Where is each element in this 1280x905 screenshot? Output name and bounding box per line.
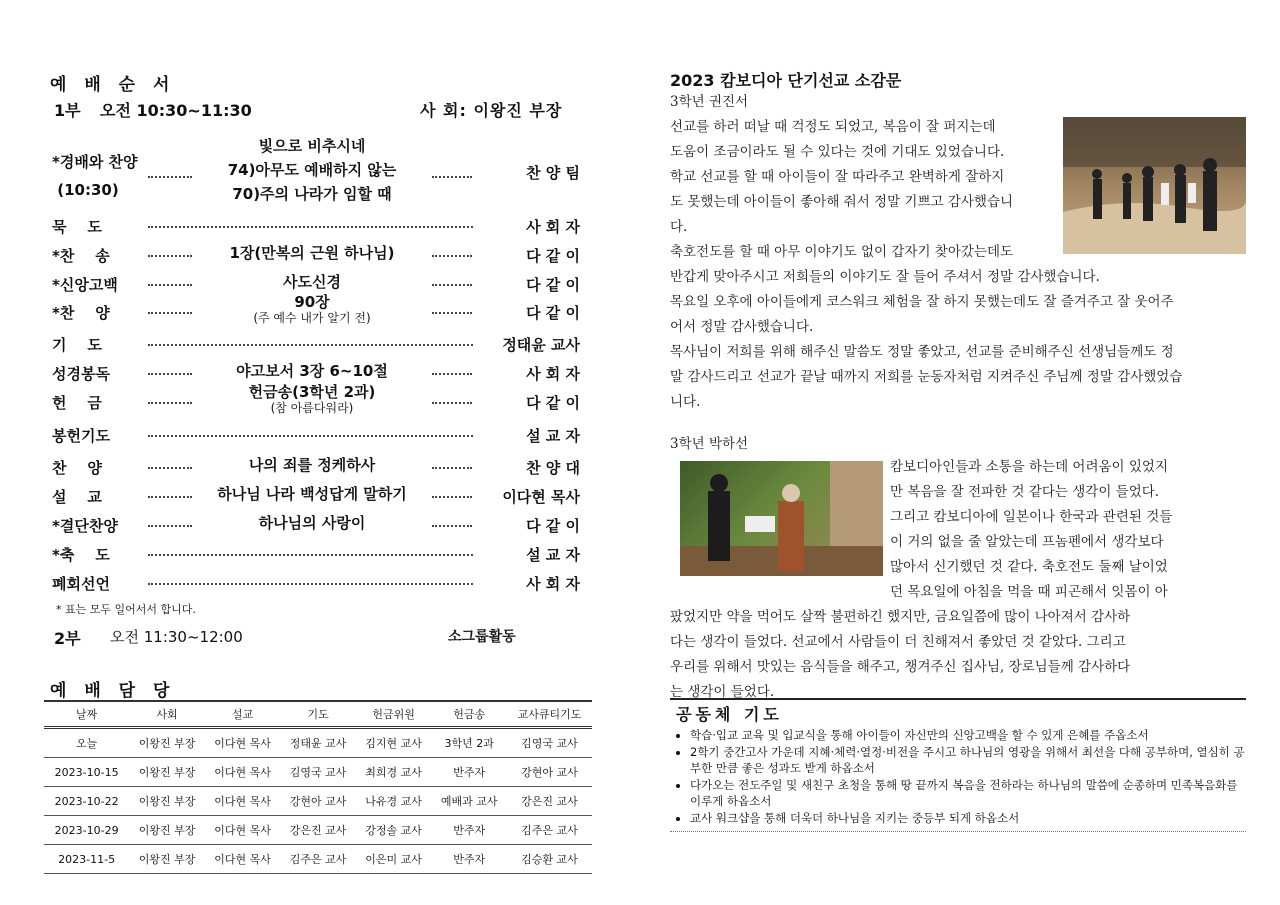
leader-dots <box>148 544 473 556</box>
duty-cell: 김주은 교사 <box>280 845 356 874</box>
duty-cell: 이왕진 부장 <box>129 816 205 845</box>
prayer-title: 공동체 기도 <box>676 705 783 724</box>
order-item-leader: 다 같 이 <box>526 247 580 265</box>
duty-header: 설교 <box>205 701 281 728</box>
duty-cell: 오늘 <box>44 728 129 758</box>
duty-title: 예 배 담 당 <box>50 681 176 701</box>
duty-cell: 2023-11-5 <box>44 845 129 874</box>
table-row <box>44 816 592 845</box>
essay-line: 다. <box>670 219 688 235</box>
order-item-text: 1장(만복의 근원 하나님) <box>229 244 395 262</box>
order-item-text: 90장 <box>294 293 330 311</box>
duty-header: 헌금송 <box>431 701 507 728</box>
duty-cell: 최희경 교사 <box>356 758 432 787</box>
essay-title: 2023 캄보디아 단기선교 소감문 <box>670 71 902 90</box>
order-item-leader: 다 같 이 <box>526 276 580 294</box>
part1-time: 오전 10:30~11:30 <box>100 101 252 120</box>
duty-cell: 이다현 목사 <box>205 758 281 787</box>
order-item-label: *찬 송 <box>52 247 110 265</box>
order-item-content <box>202 294 422 326</box>
duty-cell: 이다현 목사 <box>205 787 281 816</box>
order-item-leader: 찬 양 팀 <box>526 164 580 182</box>
leader-dots <box>148 166 192 178</box>
order-note: * 표는 모두 일어서서 합니다. <box>56 603 196 616</box>
essay-line: 는 생각이 들었다. <box>670 684 775 700</box>
order-item-label: 봉헌기도 <box>52 427 110 445</box>
list-item: • 교사 워크샵을 통해 더욱더 하나님을 지키는 중등부 되게 하옵소서 <box>690 810 1246 826</box>
community-prayer <box>670 698 1246 832</box>
order-item-label: 폐회선언 <box>52 575 110 593</box>
leader-dots <box>432 274 472 286</box>
essay-line: 도 못했는데 아이들이 좋아해 줘서 정말 기쁘고 감사했습니 <box>670 194 1014 210</box>
leader-dots <box>148 573 473 585</box>
essay-line: 다는 생각이 들었다. 선교에서 사람들이 더 친해져서 좋았던 것 같았다. 그리고 <box>670 634 1126 650</box>
order-row <box>52 330 580 358</box>
leader-dots <box>148 245 192 257</box>
leader-dots <box>148 334 473 346</box>
leader-dots <box>148 457 192 469</box>
order-item-content <box>202 274 422 290</box>
order-item-label: 성경봉독 <box>52 365 110 383</box>
order-item-text: 야고보서 3장 6~10절 <box>236 362 388 380</box>
order-item-label: *찬 양 <box>52 304 110 322</box>
student2-essay-part1 <box>890 455 1244 605</box>
student1-name: 3학년 권진서 <box>670 94 749 110</box>
leader-dots <box>432 486 472 498</box>
order-item-label: 기 도 <box>52 336 102 354</box>
duty-cell: 강현아 교사 <box>507 758 592 787</box>
duty-cell: 강현아 교사 <box>280 787 356 816</box>
essay-line: 목사님이 저희를 위해 해주신 말씀도 정말 좋았고, 선교를 준비해주신 선생님들께도 정 <box>670 344 1174 360</box>
leader-dots <box>148 515 192 527</box>
order-item-label: *결단찬양 <box>52 517 118 535</box>
table-row <box>44 845 592 874</box>
essay-line: 반갑게 맞아주시고 저희들의 이야기도 잘 들어 주셔서 정말 감사했습니다. <box>670 269 1100 285</box>
essay-line: 만 복음을 잘 전파한 것 같다는 생각이 들었다. <box>890 484 1160 500</box>
order-item-text: 헌금송(3학년 2과) <box>248 383 376 401</box>
order-item-text: 나의 죄를 정케하사 <box>248 456 376 474</box>
order-item-leader: 사 회 자 <box>526 575 580 593</box>
order-item-leader: 다 같 이 <box>526 517 580 535</box>
order-item-text: 74)아무도 예배하지 않는 <box>227 161 397 179</box>
essay-line: 이 거의 없을 줄 알았는데 프놈펜에서 생각보다 <box>890 534 1164 550</box>
order-row <box>52 421 580 449</box>
order-row <box>52 241 580 269</box>
duty-cell: 반주자 <box>431 816 507 845</box>
order-item-text: 하나님의 사랑이 <box>258 514 366 532</box>
order-item-content <box>202 363 422 379</box>
leader-dots <box>148 274 192 286</box>
duty-cell: 2023-10-15 <box>44 758 129 787</box>
duty-cell: 김영국 교사 <box>280 758 356 787</box>
duty-cell: 강은진 교사 <box>507 787 592 816</box>
leader-dots <box>148 486 192 498</box>
order-item-label: 설 교 <box>52 488 102 506</box>
duty-header: 날짜 <box>44 701 129 728</box>
order-item-text: 사도신경 <box>283 273 341 291</box>
duty-cell: 나유경 교사 <box>356 787 432 816</box>
part1-label: 1부 <box>54 101 81 120</box>
order-item-leader: 사 회 자 <box>526 218 580 236</box>
duty-header: 교사큐티기도 <box>507 701 592 728</box>
order-item-content <box>202 515 422 531</box>
order-row <box>52 383 580 418</box>
order-item-subtext: (참 아름다워라) <box>270 401 354 415</box>
order-item-subtext: (주 예수 내가 알기 전) <box>253 311 371 325</box>
leader-dots <box>432 166 472 178</box>
prayer-list <box>670 727 1246 826</box>
duty-header: 기도 <box>280 701 356 728</box>
mission-photo-1 <box>1063 117 1246 254</box>
part2-activity: 소그룹활동 <box>448 629 516 645</box>
essay-line: 축호전도를 할 때 아무 이야기도 없이 갑자기 찾아갔는데도 <box>670 244 1014 260</box>
duty-cell: 3학년 2과 <box>431 728 507 758</box>
leader-dots <box>432 245 472 257</box>
order-item-leader: 찬 양 대 <box>526 459 580 477</box>
order-item-content <box>202 457 422 473</box>
duty-cell: 김승환 교사 <box>507 845 592 874</box>
essay-line: 그리고 캄보디아에 일본이나 한국과 관련된 것들 <box>890 509 1173 525</box>
student2-essay-part2 <box>670 605 1244 705</box>
duty-cell: 이왕진 부장 <box>129 728 205 758</box>
duty-cell: 반주자 <box>431 758 507 787</box>
order-item-leader: 다 같 이 <box>526 304 580 322</box>
duty-cell: 이왕진 부장 <box>129 787 205 816</box>
essay-line: 도움이 조금이라도 될 수 있다는 것에 기대도 있었습니다. <box>670 144 1005 160</box>
leader-dots <box>432 457 472 469</box>
duty-table <box>44 700 592 874</box>
order-item-label: *축 도 <box>52 546 110 564</box>
part2-time: 오전 11:30~12:00 <box>110 628 243 646</box>
order-row <box>52 482 580 510</box>
leader-dots <box>148 425 473 437</box>
essay-line: 많아서 신기했던 것 같다. 축호전도 둘째 날이었 <box>890 559 1168 575</box>
duty-cell: 이다현 목사 <box>205 816 281 845</box>
order-item-leader: 설 교 자 <box>526 427 580 445</box>
order-item-text: 빛으로 비추시네 <box>258 137 366 155</box>
duty-header: 헌금위원 <box>356 701 432 728</box>
order-item-leader: 사 회 자 <box>526 365 580 383</box>
duty-cell: 예배과 교사 <box>431 787 507 816</box>
essay-line: 말 감사드리고 선교가 끝날 때까지 저희를 눈동자처럼 지켜주신 주님께 정말 감사했었습 <box>670 369 1183 385</box>
order-item-leader: 이다현 목사 <box>502 488 580 506</box>
essay-line: 캄보디아인들과 소통을 하는데 어려움이 있었지 <box>890 459 1168 475</box>
essay-line: 선교를 하러 떠날 때 걱정도 되었고, 복음이 잘 퍼지는데 <box>670 119 996 135</box>
essay-line: 던 목요일에 아침을 먹을 때 피곤해서 잇몸이 아 <box>890 584 1168 600</box>
essay-line: 우리를 위해서 맛있는 음식들을 해주고, 챙겨주신 집사님, 장로님들께 감사하다 <box>670 659 1131 675</box>
duty-cell: 이왕진 부장 <box>129 845 205 874</box>
list-item: • 학습·입교 교육 및 입교식을 통해 아이들이 자신만의 신앙고백을 할 수 있게 은혜를 주옵소서 <box>690 727 1246 743</box>
order-item-content <box>202 384 422 416</box>
duty-header: 사회 <box>129 701 205 728</box>
part1-host: 사 회: 이왕진 부장 <box>420 101 563 120</box>
duty-cell: 김지현 교사 <box>356 728 432 758</box>
duty-cell: 이다현 목사 <box>205 728 281 758</box>
duty-cell: 2023-10-22 <box>44 787 129 816</box>
order-item-content <box>202 245 422 261</box>
essay-line: 어서 정말 감사했습니다. <box>670 319 814 335</box>
order-item-text: 70)주의 나라가 임할 때 <box>232 185 392 203</box>
order-row <box>52 511 580 539</box>
order-item-label: *신앙고백 <box>52 276 118 294</box>
duty-cell: 김영국 교사 <box>507 728 592 758</box>
table-row <box>44 787 592 816</box>
order-item-leader: 정태윤 교사 <box>502 336 580 354</box>
order-item-content <box>202 134 422 206</box>
essay-line: 목요일 오후에 아이들에게 코스워크 체험을 잘 하지 못했는데도 잘 즐겨주고 잘 웃어주 <box>670 294 1174 310</box>
order-row <box>52 569 580 597</box>
order-item-label: 찬 양 <box>52 459 102 477</box>
order-item-label: 묵 도 <box>52 218 102 236</box>
order-row <box>52 453 580 481</box>
order-row <box>52 540 580 568</box>
mission-photo-2 <box>680 461 883 576</box>
order-item-leader: 설 교 자 <box>526 546 580 564</box>
duty-cell: 김주은 교사 <box>507 816 592 845</box>
leader-dots <box>432 363 472 375</box>
order-row <box>52 212 580 240</box>
duty-cell: 이다현 목사 <box>205 845 281 874</box>
part2-label: 2부 <box>54 629 81 648</box>
leader-dots <box>148 216 473 228</box>
essay-line: 팠었지만 약을 먹어도 살짝 불편하긴 했지만, 금요일쯤에 많이 나아져서 감사하 <box>670 609 1131 625</box>
table-row <box>44 758 592 787</box>
list-item: • 다가오는 전도주일 및 새친구 초청을 통해 땅 끝까지 복음을 전하라는 하나님의 말씀에 순종하며 민족복음화를 이루게 하옵소서 <box>690 777 1246 809</box>
order-item-content <box>202 486 422 502</box>
order-row <box>52 137 580 210</box>
duty-cell: 이은미 교사 <box>356 845 432 874</box>
duty-cell: 이왕진 부장 <box>129 758 205 787</box>
order-item-label: 헌 금 <box>52 394 102 412</box>
order-title: 예 배 순 서 <box>50 75 176 95</box>
duty-cell: 강정솔 교사 <box>356 816 432 845</box>
duty-cell: 2023-10-29 <box>44 816 129 845</box>
table-row <box>44 728 592 758</box>
leader-dots <box>432 392 472 404</box>
list-item: • 2학기 중간고사 가운데 지혜·체력·열정·비전을 주시고 하나님의 영광을 위해서 최선을 다해 공부하며, 열심히 공부한 만큼 좋은 성과도 받게 하옵소서 <box>690 744 1246 776</box>
leader-dots <box>148 363 192 375</box>
essay-line: 학교 선교를 할 때 아이들이 잘 따라주고 완벽하게 잘하지 <box>670 169 1005 185</box>
essay-line: 니다. <box>670 394 701 410</box>
leader-dots <box>148 302 192 314</box>
duty-cell: 강은진 교사 <box>280 816 356 845</box>
order-item-leader: 다 같 이 <box>526 394 580 412</box>
order-item-label: *경배와 찬양 (10:30) <box>52 153 138 199</box>
student2-name: 3학년 박하선 <box>670 436 749 452</box>
duty-cell: 반주자 <box>431 845 507 874</box>
leader-dots <box>432 515 472 527</box>
leader-dots <box>432 302 472 314</box>
order-row <box>52 293 580 328</box>
order-item-text: 하나님 나라 백성답게 말하기 <box>217 485 407 503</box>
leader-dots <box>148 392 192 404</box>
duty-cell: 정태윤 교사 <box>280 728 356 758</box>
